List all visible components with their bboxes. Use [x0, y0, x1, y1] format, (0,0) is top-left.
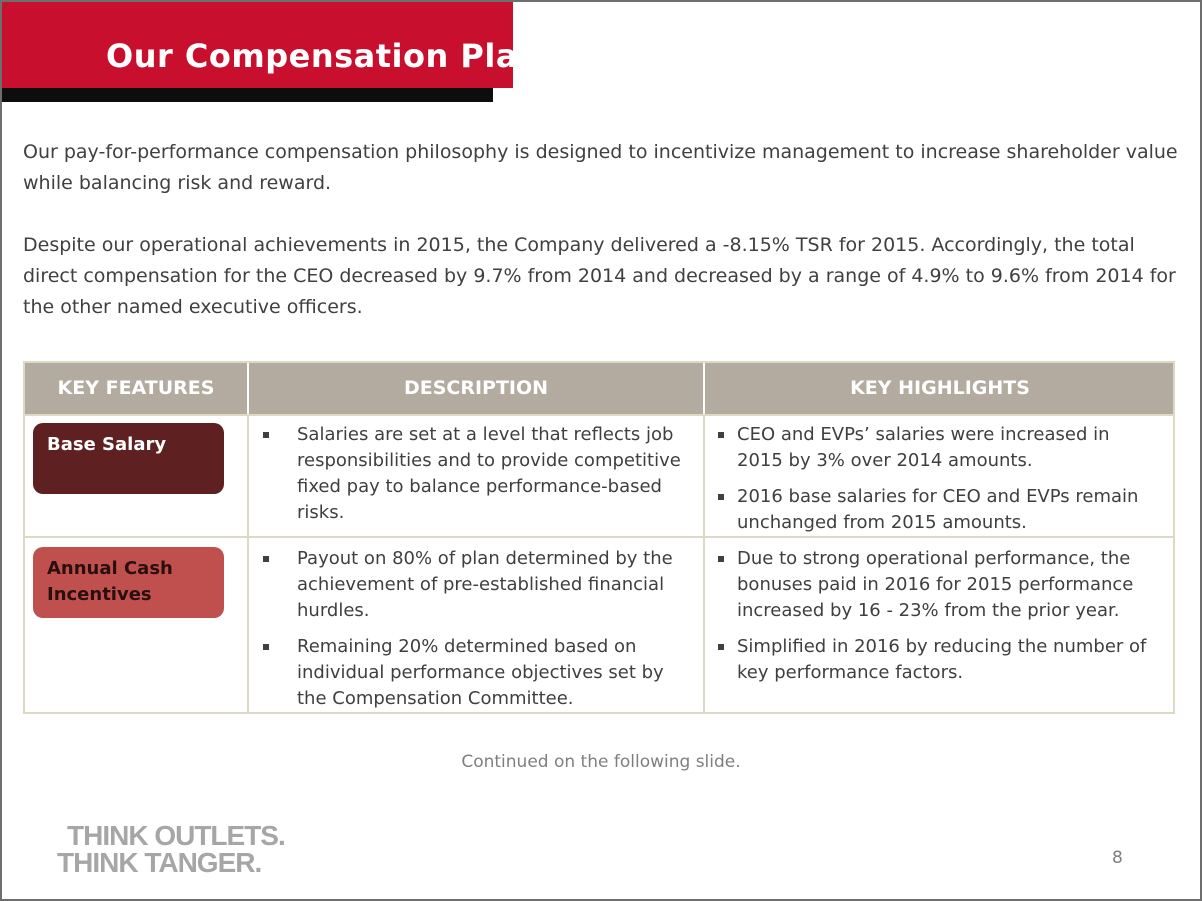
logo-line: THINK TANGER. [57, 847, 262, 878]
page-title: Our Compensation Plan [106, 37, 542, 75]
compensation-table [23, 361, 1175, 714]
list-item: 2016 base salaries for CEO and EVPs remain unchanged from 2015 amounts. [707, 484, 1147, 536]
page-number: 8 [1112, 848, 1123, 868]
description-list [249, 422, 689, 526]
header-description: DESCRIPTION [403, 377, 549, 399]
continued-note: Continued on the following slide. [461, 752, 741, 772]
row-divider [25, 414, 1173, 416]
header-key-highlights: KEY HIGHLIGHTS [850, 377, 1030, 399]
highlights-list [707, 546, 1147, 686]
list-item: Simplified in 2016 by reducing the number of key performance factors. [707, 634, 1147, 686]
description-list [249, 546, 694, 712]
logo-line: THINK OUTLETS. [67, 820, 285, 851]
column-divider [703, 414, 705, 714]
header-divider [703, 363, 705, 414]
feature-badge-base-salary [33, 423, 224, 494]
header-key-features: KEY FEATURES [57, 377, 215, 399]
row-divider [25, 536, 1173, 538]
list-item: Payout on 80% of plan determined by the achievement of pre-established financial hurdles. [249, 546, 694, 624]
feature-label: Base Salary [47, 434, 167, 455]
title-underline-bar [2, 88, 493, 102]
tanger-logo [57, 822, 285, 876]
list-item: Due to strong operational performance, the bonuses paid in 2016 for 2015 performance increased by 16 - 23% from the prior year. [707, 546, 1147, 624]
list-item: Salaries are set at a level that reflects job responsibilities and to provide competitive fixed pay to balance performance-based risks. [249, 422, 689, 526]
intro-paragraph-philosophy: Our pay-for-performance compensation philosophy is designed to incentivize management to increase shareholder value while balancing risk and reward. [23, 141, 1178, 194]
header-divider [247, 363, 249, 414]
list-item: Remaining 20% determined based on individual performance objectives set by the Compensation Committee. [249, 634, 694, 712]
list-item: CEO and EVPs’ salaries were increased in 2015 by 3% over 2014 amounts. [707, 422, 1147, 474]
feature-label: Annual Cash Incentives [47, 558, 173, 605]
highlights-list [707, 422, 1147, 536]
table-header-row [25, 363, 1173, 414]
feature-badge-annual-cash-incentives [33, 547, 224, 618]
intro-paragraph-tsr: Despite our operational achievements in 2015, the Company delivered a -8.15% TSR for 2015. Accordingly, the total direct compensation for the CEO decreased by 9.7% from 2014 and decreased by a range of 4.9% to 9.6% from 2014 for the other named executive officers. [23, 234, 1176, 318]
